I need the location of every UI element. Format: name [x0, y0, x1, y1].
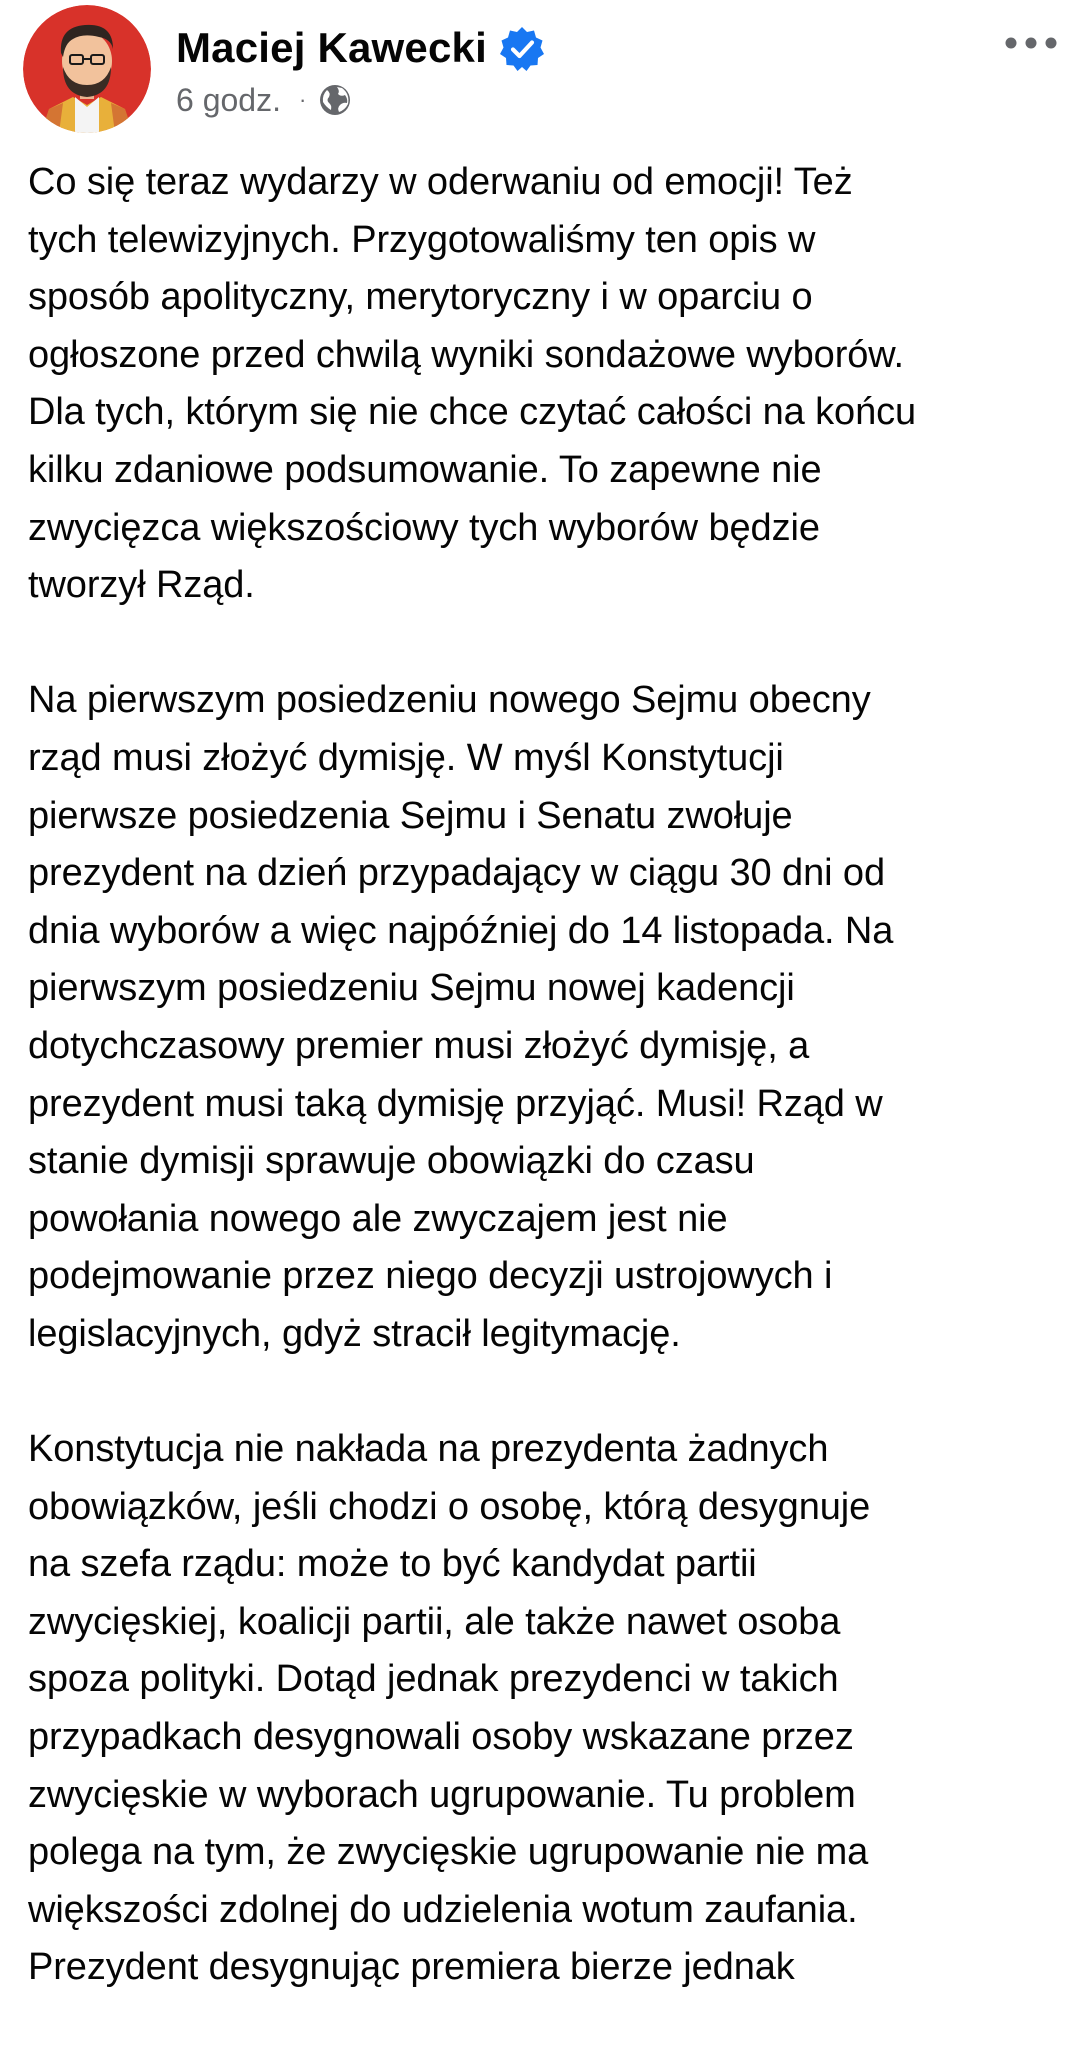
author-name[interactable]: Maciej Kawecki	[176, 24, 487, 71]
avatar-illustration	[23, 5, 151, 133]
post-time[interactable]: 6 godz.	[176, 81, 281, 118]
post-body	[28, 154, 1071, 2055]
meta-separator: ·	[298, 87, 307, 112]
verified-badge-icon	[498, 25, 546, 73]
post-paragraph: Co się teraz wydarzy w oderwaniu od emocji! Też tych telewizyjnych. Przygotowaliśmy ten opis w sposób apolityczny, merytoryczny i w oparciu o ogłoszone przed chwilą wyniki sondażowe wyborów. Dla tych, którym się nie chce czytać całości na końcu kilku zdaniowe podsumowanie. To zapewne nie zwycięzca większościowy tych wyborów będzie tworzył Rząd.	[28, 161, 917, 607]
more-options-icon[interactable]	[1004, 32, 1058, 54]
post-paragraph: Na pierwszym posiedzeniu nowego Sejmu obecny rząd musi złożyć dymisję. W myśl Konstytucji pierwsze posiedzenia Sejmu i Senatu zwołuje prezydent na dzień przypadający w ciągu 30 dni od dnia wyborów a więc najpóźniej do 14 listopada. Na pierwszym posiedzeniu Sejmu nowej kadencji dotychczasowy premier musi złożyć dymisję, a prezydent musi taką dymisję przyjąć. Musi! Rząd w stanie dymisji sprawuje obowiązki do czasu powołania nowego ale zwyczajem jest nie podejmowanie przez niego decyzji ustrojowych i legislacyjnych, gdyż stracił legitymację.	[28, 679, 894, 1355]
post-meta	[176, 78, 352, 122]
post-paragraph: Konstytucja nie nakłada na prezydenta żadnych obowiązków, jeśli chodzi o osobę, którą desygnuje na szefa rządu: może to być kandydat partii zwycięskiej, koalicji partii, ale także nawet osoba spoza polityki. Dotąd jednak prezydenci w takich przypadkach desygnowali osoby wskazane przez zwycięskie w wyborach ugrupowanie. Tu problem polega na tym, że zwycięskie ugrupowanie nie ma większości zdolnej do udzielenia wotum zaufania. Prezydent desygnując premiera bierze jednak	[28, 1428, 871, 1989]
globe-icon[interactable]	[318, 83, 352, 117]
post-header	[0, 0, 1071, 140]
author-avatar[interactable]	[23, 5, 151, 133]
